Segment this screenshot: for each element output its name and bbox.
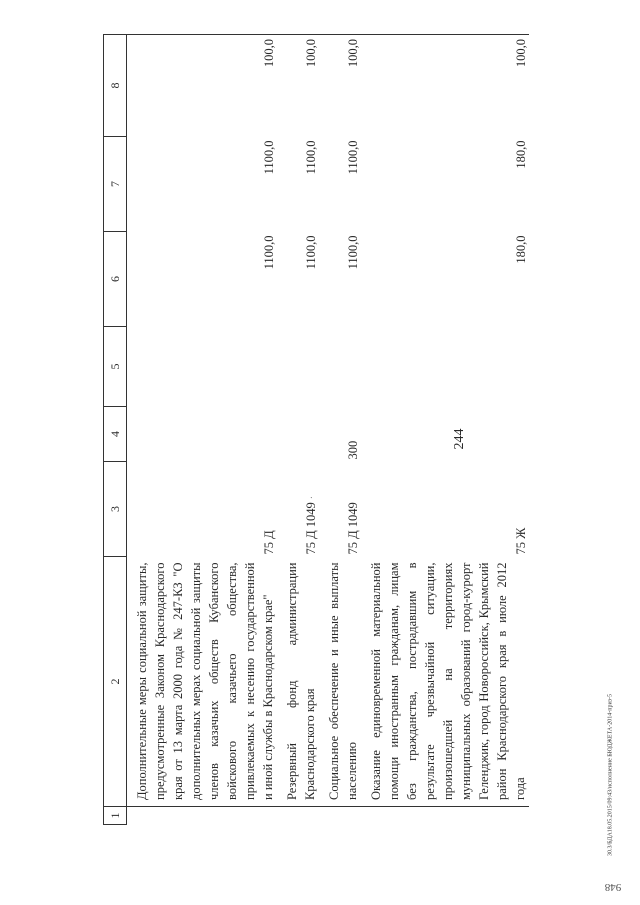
header-col-6: 6 bbox=[104, 232, 127, 327]
row-execution-percent: 100,0 bbox=[319, 35, 361, 137]
budget-table bbox=[103, 34, 529, 825]
table-row bbox=[127, 35, 278, 825]
header-col-1: 1 bbox=[104, 807, 127, 825]
row-executed-amount: 1100,0 bbox=[304, 140, 318, 175]
table-row bbox=[319, 35, 361, 825]
row-col5 bbox=[127, 327, 278, 407]
row-description: Социальное обеспечение и иные выплаты населению bbox=[319, 557, 361, 807]
row-execution-percent: 100,0 bbox=[127, 35, 278, 137]
sheet-number: 948 bbox=[604, 881, 622, 893]
page-number: 244 bbox=[452, 428, 467, 450]
header-col-5: 5 bbox=[104, 327, 127, 407]
row-expense-type: 300 bbox=[346, 440, 360, 460]
row-target-code bbox=[277, 462, 319, 557]
row-col5 bbox=[277, 327, 319, 407]
row-number-cell bbox=[319, 807, 361, 825]
row-execution-percent: 100,0 bbox=[277, 35, 319, 137]
row-expense-type bbox=[277, 407, 319, 462]
header-col-2: 2 bbox=[104, 557, 127, 807]
row-description: Оказание единовременной материальной помощи иностранным гражданам, лицам без гражданства, пострадавшим в результате чрезвычайной ситуации, произошедшей на территориях муниципальных образований город-курорт Геленджик, город Новороссийск, Крымский район Краснодарского края в июле 2012 года bbox=[361, 557, 529, 807]
row-description: Резервный фонд администрации Краснодарского края bbox=[277, 557, 319, 807]
row-approved-amount: 1100,0 bbox=[262, 235, 276, 270]
footer-stamp: 30.3/БДА18.05.2015/09:43/исполнение БЮДЖЕТА-2014-приз-5 bbox=[607, 693, 614, 857]
row-approved-amount: 1100,0 bbox=[304, 235, 318, 270]
row-number-cell bbox=[127, 807, 278, 825]
row-number-cell bbox=[277, 807, 319, 825]
row-number-cell bbox=[361, 807, 529, 825]
table-row bbox=[277, 35, 319, 825]
row-execution-percent: 100,0 bbox=[361, 35, 529, 137]
table-row bbox=[361, 35, 529, 825]
row-executed-amount: 1100,0 bbox=[346, 140, 360, 175]
row-description: Дополнительные меры социальной защиты, предусмотренные Законом Краснодарского края от 13 марта 2000 года № 247-КЗ "О дополнительных мерах социальной защиты членов казачьих обществ Кубанского войскового казачьего общества, привлекаемых к несению государственной и иной службы в Краснодарском крае" bbox=[127, 557, 278, 807]
row-target-code: 75 Д 1049 bbox=[346, 502, 360, 555]
row-executed-amount: 1100,0 bbox=[262, 140, 276, 175]
row-executed-amount: 180,0 bbox=[514, 140, 528, 169]
header-col-4: 4 bbox=[104, 407, 127, 462]
row-expense-type bbox=[127, 407, 278, 462]
header-col-8: 8 bbox=[104, 35, 127, 137]
row-target-code: 75 Ж bbox=[514, 527, 528, 555]
scan-artifact-mark: · bbox=[307, 495, 318, 500]
row-target-code: 75 Д bbox=[262, 530, 276, 555]
row-col5 bbox=[319, 327, 361, 407]
row-approved-amount: 180,0 bbox=[514, 235, 528, 264]
header-row bbox=[104, 35, 127, 825]
row-approved-amount: 1100,0 bbox=[346, 235, 360, 270]
header-col-7: 7 bbox=[104, 137, 127, 232]
row-col5 bbox=[361, 327, 529, 407]
row-target-code-text: 75 Д 1049 bbox=[304, 502, 318, 555]
header-col-3: 3 bbox=[104, 462, 127, 557]
budget-table-rotated bbox=[103, 35, 533, 825]
row-expense-type bbox=[361, 407, 529, 462]
